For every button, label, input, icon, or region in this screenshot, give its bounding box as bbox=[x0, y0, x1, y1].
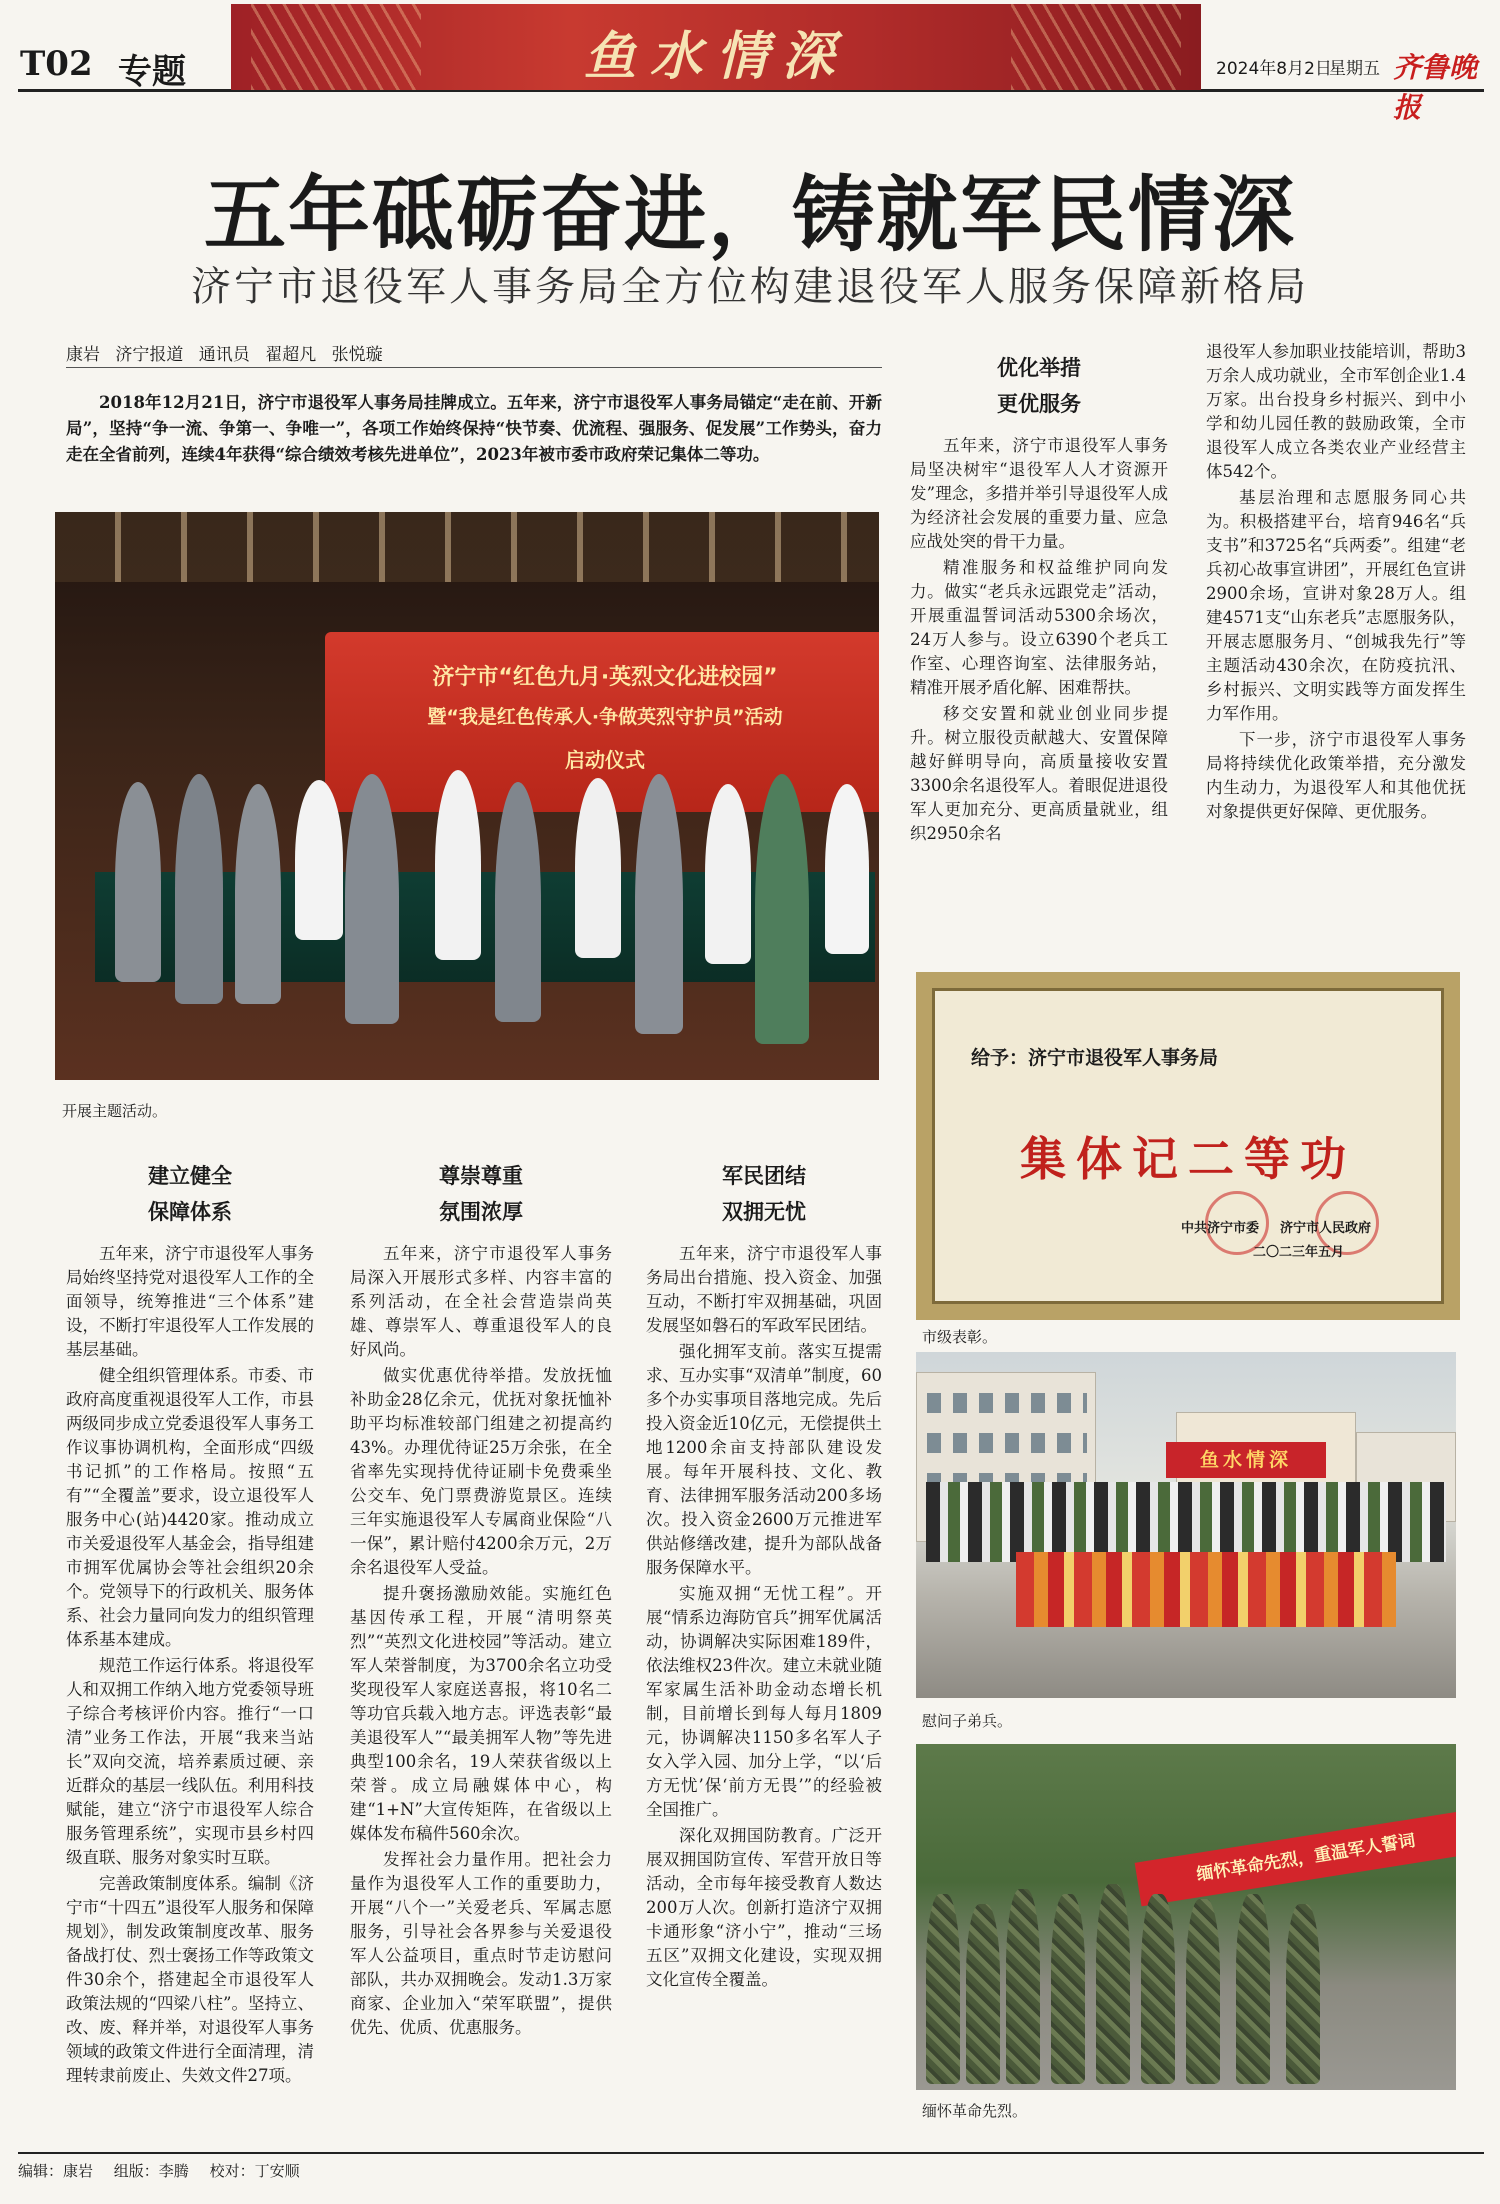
certificate-issuer-1: 中共济宁市委 bbox=[1181, 1221, 1260, 1236]
certificate-title: 集体记二等功 bbox=[1020, 1132, 1356, 1186]
section-heading bbox=[910, 350, 1168, 422]
section-heading-line1: 尊崇尊重 bbox=[439, 1164, 523, 1188]
person-figure bbox=[635, 774, 683, 1034]
soldier-figure bbox=[1051, 1894, 1085, 2084]
building-windows bbox=[927, 1393, 1087, 1413]
soldier-figure bbox=[1186, 1899, 1220, 2084]
photo-caption: 慰问子弟兵。 bbox=[922, 1712, 1013, 1730]
section-heading bbox=[350, 1158, 612, 1230]
section-heading bbox=[66, 1158, 314, 1230]
paragraph: 精准服务和权益维护同向发力。做实“老兵永远跟党走”活动，开展重温誓词活动5300余场次，24万人参与。设立6390个老兵工作室、心理咨询室、法律服务站，精准开展矛盾化解、困难帮扶。 bbox=[910, 558, 1168, 697]
issue-date: 2024年8月2日 bbox=[1216, 59, 1332, 79]
oath-banner: 缅怀革命先烈，重温军人誓词 bbox=[1135, 1810, 1456, 1907]
lead-paragraph: 2018年12月21日，济宁市退役军人事务局挂牌成立。五年来，济宁市退役军人事务局锚定“走在前、开新局”，坚持“争一流、争第一、争唯一”，各项工作始终保持“快节奏、优流程、强服务、促发展”工作势头，奋力走在全省前列，连续4年获得“综合绩效考核先进单位”，2023年被市委市政府荣记集体二等功。 bbox=[66, 393, 882, 464]
certificate-recipient: 给予：济宁市退役军人事务局 bbox=[971, 1047, 1219, 1069]
person-figure bbox=[115, 782, 161, 982]
certificate-issuer-2: 济宁市人民政府 bbox=[1280, 1221, 1372, 1236]
person-figure bbox=[435, 770, 481, 960]
person-figure bbox=[495, 782, 541, 1022]
person-figure bbox=[575, 778, 621, 958]
person-figure bbox=[345, 774, 399, 1024]
section-unity bbox=[646, 1158, 882, 1994]
person-figure bbox=[235, 784, 281, 1004]
paragraph: 五年来，济宁市退役军人事务局始终坚持党对退役军人工作的全面领导，统筹推进“三个体系”建设，不断打牢退役军人工作发展的基层基础。 bbox=[66, 1244, 314, 1359]
paragraph: 健全组织管理体系。市委、市政府高度重视退役军人工作，市县两级同步成立党委退役军人事务工作议事协调机构，全面形成“四级书记抓”的工作格局。按照“五有”“全覆盖”要求，设立退役军人服务中心(站)4420家。推动成立市关爱退役军人基金会，指导组建市拥军优属协会等社会组织20余个。党领导下的行政机关、服务体系、社会力量同向发力的组织管理体系基本建成。 bbox=[66, 1366, 314, 1649]
soldier-figure bbox=[1141, 1894, 1175, 2084]
paragraph: 完善政策制度体系。编制《济宁市“十四五”退役军人服务和保障规划》，制发政策制度改革、服务备战打仗、烈士褒扬工作等政策文件30余个，搭建起全市退役军人政策法规的“四梁八柱”。坚持立、改、废、释并举，对退役军人事务领域的政策文件进行全面清理，清理转隶前废止、失效文件27项。 bbox=[66, 1874, 314, 2085]
section-optimize-continued bbox=[1206, 340, 1466, 826]
subheadline: 济宁市退役军人事务局全方位构建退役军人服务保障新格局 bbox=[191, 264, 1309, 310]
group-of-people bbox=[926, 1482, 1446, 1562]
screen-text-line1: 济宁市“红色九月·英烈文化进校园” bbox=[432, 665, 778, 690]
soldier-figure bbox=[926, 1894, 960, 2084]
section-heading-line2: 更优服务 bbox=[997, 392, 1081, 416]
section-banner bbox=[231, 4, 1201, 90]
person-figure bbox=[295, 780, 343, 940]
person-figure bbox=[705, 784, 751, 964]
headline: 五年砥砺奋进，铸就军民情深 bbox=[203, 167, 1296, 263]
paragraph: 移交安置和就业创业同步提升。树立服役贡献越大、安置保障越好鲜明导向，高质量接收安置3300余名退役军人。着眼促进退役军人更加充分、更高质量就业，组织2950余名 bbox=[910, 704, 1168, 843]
paragraph: 五年来，济宁市退役军人事务局深入开展形式多样、内容丰富的系列活动，在全社会营造崇尚英雄、尊崇军人、尊重退役军人的良好风尚。 bbox=[350, 1244, 612, 1359]
paragraph-continued: 退役军人参加职业技能培训，帮助3万余人成功就业，全市军创企业1.4万家。出台投身乡村振兴、到中小学和幼儿园任教的鼓励政策，全市退役军人成立各类农业产业经营主体542个。 bbox=[1206, 342, 1466, 481]
byline: 康岩 济宁报道 通讯员 翟超凡 张悦璇 bbox=[66, 345, 383, 365]
paragraph: 提升褒扬激励效能。实施红色基因传承工程，开展“清明祭英烈”“英烈文化进校园”等活动。建立军人荣誉制度，为3700余名立功受奖现役军人家庭送喜报，将10名二等功官兵载入地方志。评选表彰“最美退役军人”“最美拥军人物”等先进典型100余名，19人荣获省级以上荣誉。成立局融媒体中心，构建“1+N”大宣传矩阵，在省级以上媒体发布稿件560余次。 bbox=[350, 1584, 612, 1843]
section-heading-line1: 军民团结 bbox=[722, 1164, 806, 1188]
section-heading-line2: 双拥无忧 bbox=[722, 1200, 806, 1224]
section-respect bbox=[350, 1158, 612, 2042]
soldier-figure bbox=[1286, 1904, 1320, 2084]
certificate-date: 二〇二三年五月 bbox=[1253, 1245, 1345, 1260]
person-figure bbox=[825, 784, 869, 954]
person-figure bbox=[755, 774, 809, 1044]
paragraph: 规范工作运行体系。将退役军人和双拥工作纳入地方党委领导班子综合考核评价内容。推行“一口清”业务工作法，开展“我来当站长”双向交流，培养素质过硬、亲近群众的基层一线队伍。利用科技赋能，建立“济宁市退役军人综合服务管理系统”，实现市县乡村四级直联、服务对象实时互联。 bbox=[66, 1656, 314, 1867]
byline-divider bbox=[66, 367, 882, 368]
issue-weekday: 星期五 bbox=[1329, 59, 1380, 79]
certificate-frame bbox=[916, 972, 1460, 1320]
certificate-body bbox=[932, 988, 1444, 1304]
person-figure bbox=[175, 774, 223, 1004]
paragraph: 五年来，济宁市退役军人事务局坚决树牢“退役军人人才资源开发”理念，多措并举引导退役军人成为经济社会发展的重要力量、应急应战处突的骨干力量。 bbox=[910, 436, 1168, 551]
section-label: 专题 bbox=[118, 52, 186, 92]
section-heading-line2: 氛围浓厚 bbox=[439, 1200, 523, 1224]
section-heading-line1: 优化举措 bbox=[997, 356, 1081, 380]
footer-layout: 组版：李腾 bbox=[113, 2162, 189, 2180]
section-optimize-services bbox=[910, 350, 1168, 848]
photo-ceiling bbox=[55, 512, 879, 582]
page-footer bbox=[18, 2152, 1484, 2181]
paragraph: 基层治理和志愿服务同心共为。积极搭建平台，培育946名“兵支书”和3725名“兵两委”。组建“老兵初心故事宣讲团”，开展红色宣讲2900余场，宣讲对象28万人。组建4571支“山东老兵”志愿服务队，开展志愿服务月、“创城我先行”等主题活动430余次，在防疫抗汛、乡村振兴、文明实践等方面发挥生力军作用。 bbox=[1206, 488, 1466, 723]
photo-caption: 市级表彰。 bbox=[922, 1328, 998, 1346]
page-number: T02 bbox=[20, 44, 93, 84]
photo-theme-activity bbox=[55, 512, 879, 1080]
page-header bbox=[18, 4, 1484, 124]
paragraph: 强化拥军支前。落实互提需求、互办实事“双清单”制度，60多个办实事项目落地完成。先后投入资金近10亿元，无偿提供土地1200余亩支持部队建设发展。每年开展科技、文化、教育、法律拥军服务活动200多场次。投入资金2600万元推进军供站修缮改建，提升为部队战备服务保障水平。 bbox=[646, 1342, 882, 1577]
visit-sign: 鱼水情深 bbox=[1166, 1442, 1326, 1478]
photo-visit-soldiers bbox=[916, 1352, 1456, 1698]
paragraph: 下一步，济宁市退役军人事务局将持续优化政策举措，充分激发内生动力，为退役军人和其他优抚对象提供更好保障、更优服务。 bbox=[1206, 730, 1466, 821]
paragraph: 深化双拥国防教育。广泛开展双拥国防宣传、军营开放日等活动，全市每年接受教育人数达200万人次。创新打造济宁双拥卡通形象“济小宁”，推动“三场五区”双拥文化建设，实现双拥文化宣传全覆盖。 bbox=[646, 1826, 882, 1989]
soldier-figure bbox=[966, 1904, 1000, 2084]
paragraph: 做实优惠优待举措。发放抚恤补助金28亿余元，优抚对象抚恤补助平均标准较部门组建之初提高约43%。办理优待证25万余张，在全省率先实现持优待证刷卡免费乘坐公交车、免门票费游览景区。连续三年实施退役军人专属商业保险“八一保”，累计赔付4200余万元，2万余名退役军人受益。 bbox=[350, 1366, 612, 1577]
photo-caption: 开展主题活动。 bbox=[62, 1102, 168, 1120]
section-heading-line1: 建立健全 bbox=[148, 1164, 232, 1188]
photo-caption: 缅怀革命先烈。 bbox=[922, 2102, 1028, 2120]
building-windows bbox=[927, 1433, 1087, 1453]
banner-title: 鱼水情深 bbox=[583, 26, 848, 87]
screen-text-line3: 启动仪式 bbox=[565, 748, 645, 772]
photo-commemorate bbox=[916, 1744, 1456, 2090]
section-build-system bbox=[66, 1158, 314, 2090]
footer-editor: 编辑：康岩 bbox=[18, 2162, 94, 2180]
soldier-figure bbox=[1096, 1884, 1130, 2084]
soldier-figure bbox=[1236, 1894, 1270, 2084]
gift-boxes bbox=[1016, 1552, 1396, 1627]
footer-proof: 校对：丁安顺 bbox=[209, 2162, 300, 2180]
paragraph: 发挥社会力量作用。把社会力量作为退役军人工作的重要助力，开展“八个一”关爱老兵、军属志愿服务，引导社会各界参与关爱退役军人公益项目，重点时节走访慰问部队，共办双拥晚会。发动1.3万家商家、企业加入“荣军联盟”，提供优先、优质、优惠服务。 bbox=[350, 1850, 612, 2037]
section-heading-line2: 保障体系 bbox=[148, 1200, 232, 1224]
paragraph: 五年来，济宁市退役军人事务局出台措施、投入资金、加强互动，不断打牢双拥基础，巩固发展坚如磐石的军政军民团结。 bbox=[646, 1244, 882, 1335]
paragraph: 实施双拥“无忧工程”。开展“情系边海防官兵”拥军优属活动，协调解决实际困难189件，依法维权23件次。建立未就业随军家属生活补助金动态增长机制，目前增长到每人每月1809元，协调解决1150多名军人子女入学入园、加分上学，“以‘后方无忧’保‘前方无畏’”的经验被全国推广。 bbox=[646, 1584, 882, 1819]
screen-text-line2: 暨“我是红色传承人·争做英烈守护员”活动 bbox=[427, 706, 783, 728]
soldier-figure bbox=[1006, 1889, 1040, 2084]
certificate-image bbox=[916, 972, 1460, 1320]
section-heading bbox=[646, 1158, 882, 1230]
newspaper-logo: 齐鲁晚报 bbox=[1393, 51, 1478, 124]
